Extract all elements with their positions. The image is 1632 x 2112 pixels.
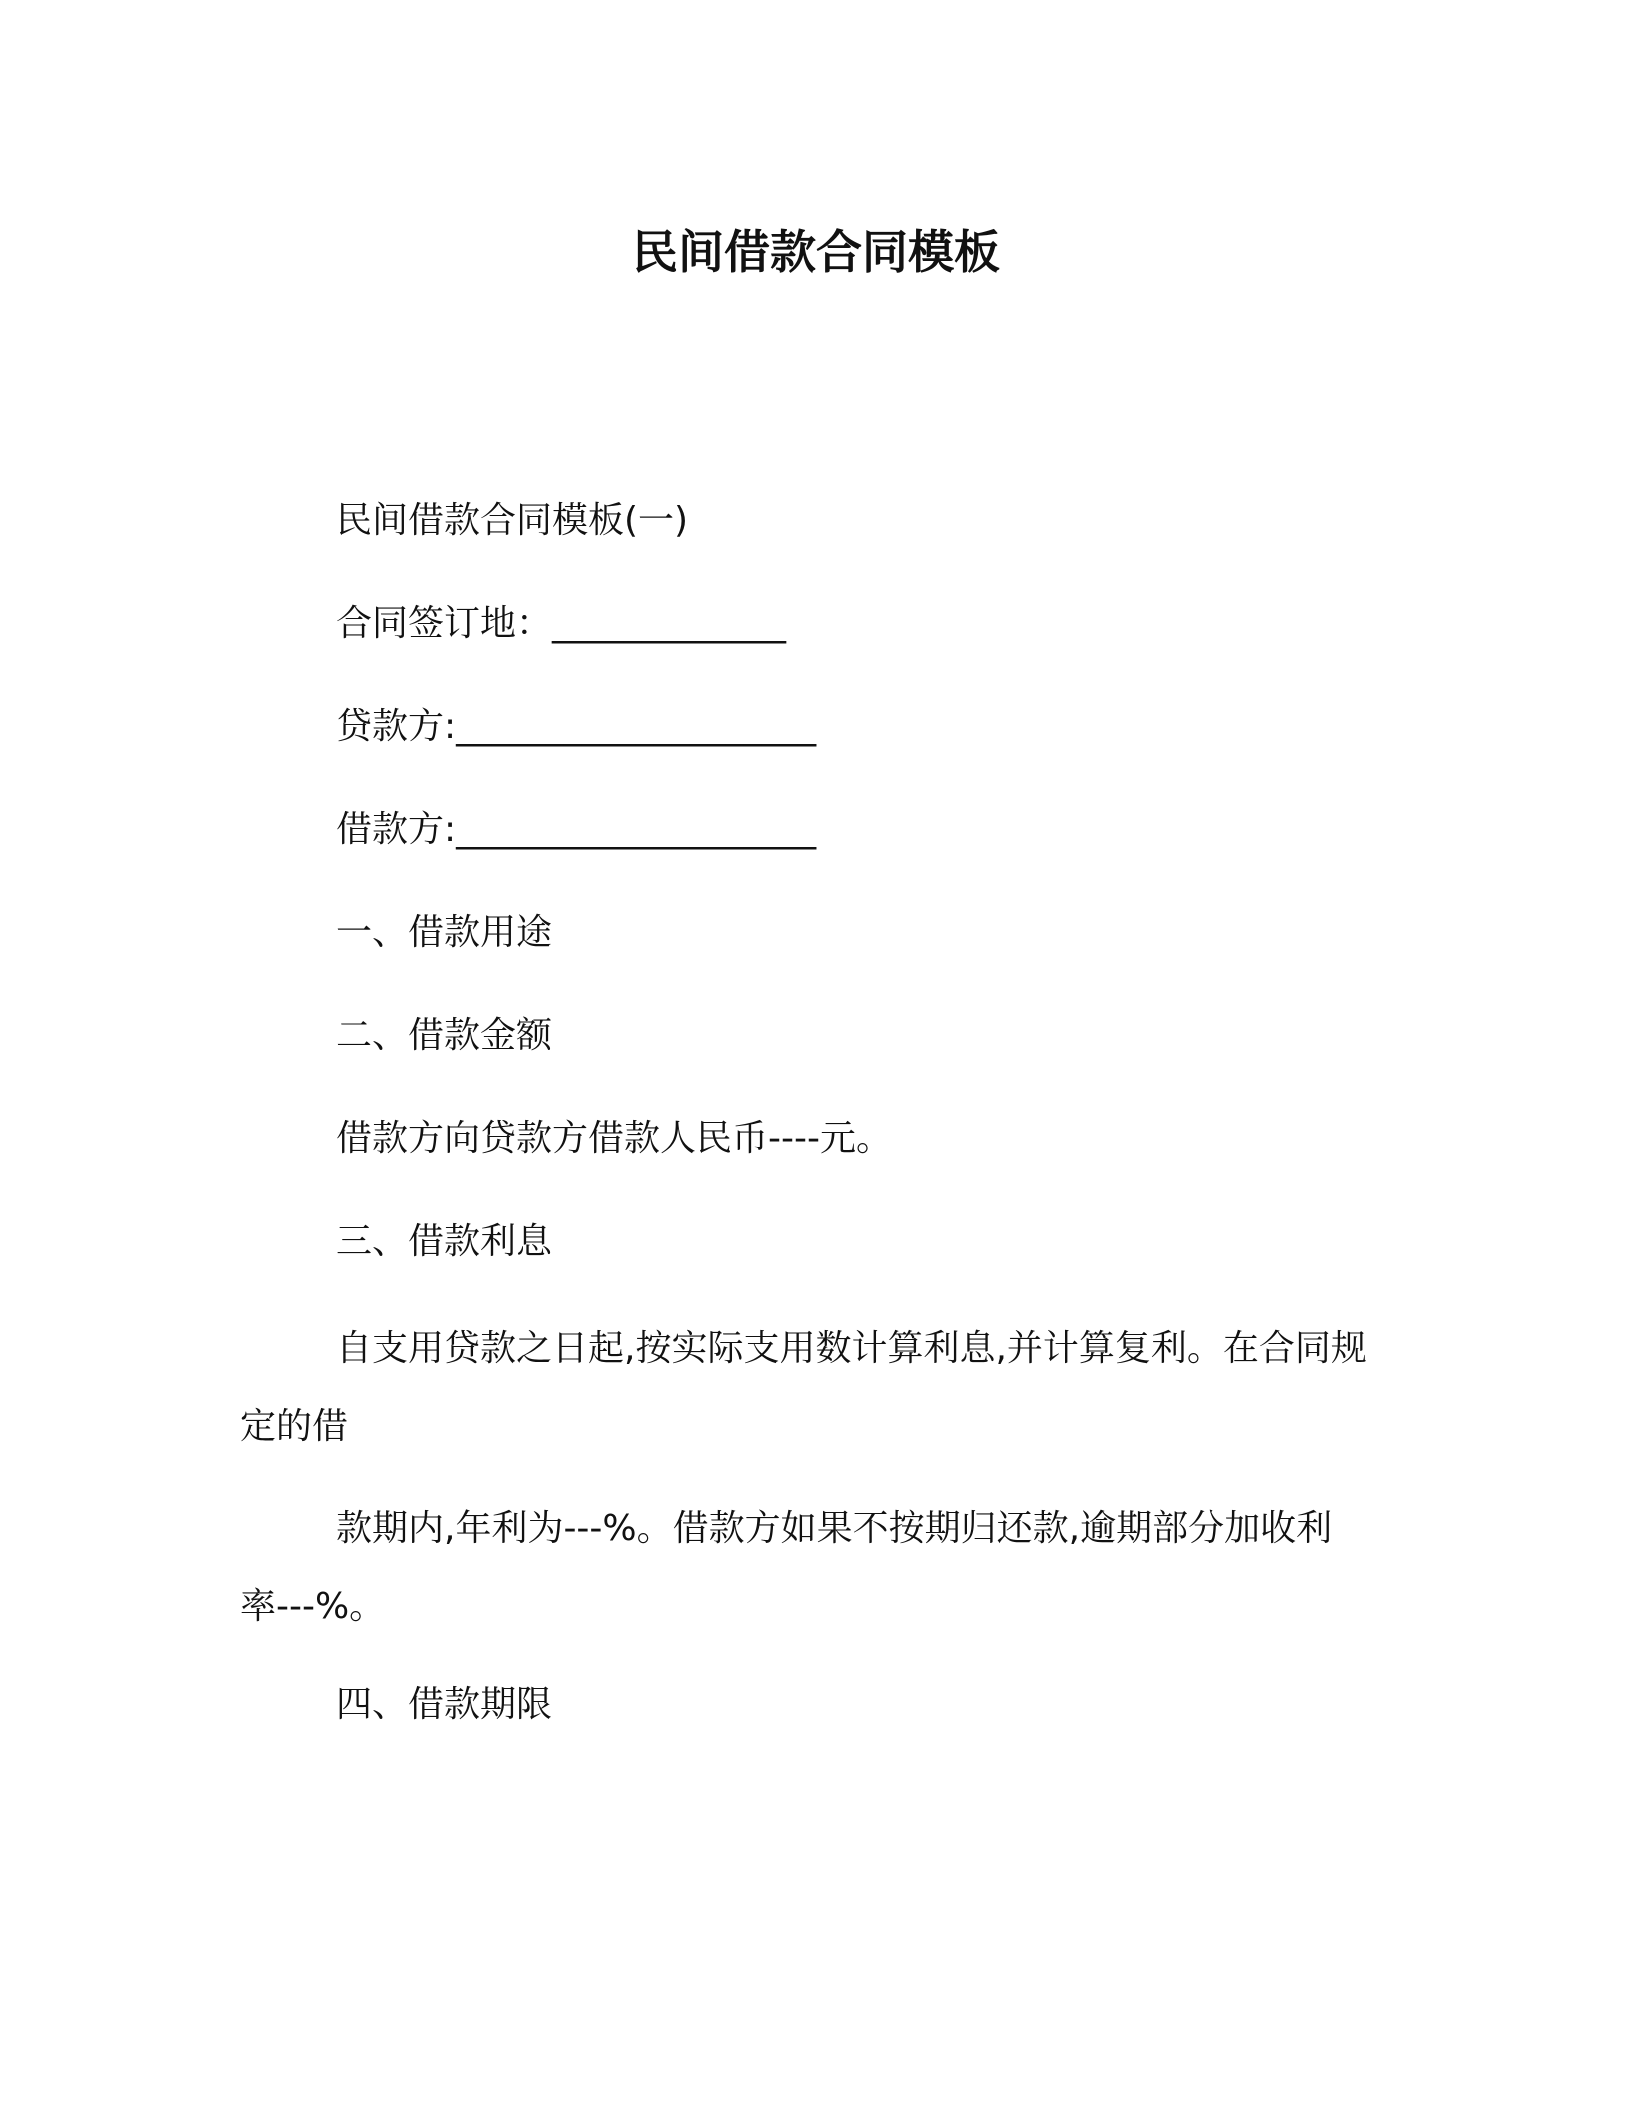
- interest-paragraph-2: 款期内,年利为---%。借款方如果不按期归还款,逾期部分加收利率---%。: [240, 1508, 1333, 1627]
- section-heading-purpose: 一、借款用途: [336, 912, 553, 953]
- borrower-line: 借款方:____________________: [336, 809, 817, 850]
- document-title: 民间借款合同模板: [632, 225, 1000, 279]
- amount-paragraph: 借款方向贷款方借款人民币----元。: [336, 1118, 892, 1159]
- signing-place-line: 合同签订地：_____________: [336, 603, 787, 644]
- section-heading-term: 四、借款期限: [336, 1684, 553, 1725]
- section-heading-amount: 二、借款金额: [336, 1015, 553, 1056]
- subtitle-line: 民间借款合同模板(一): [336, 500, 689, 541]
- interest-paragraph-1: 自支用贷款之日起,按实际支用数计算利息,并计算复利。在合同规定的借: [240, 1328, 1367, 1447]
- lender-line: 贷款方:____________________: [336, 706, 817, 747]
- section-heading-interest: 三、借款利息: [336, 1221, 553, 1262]
